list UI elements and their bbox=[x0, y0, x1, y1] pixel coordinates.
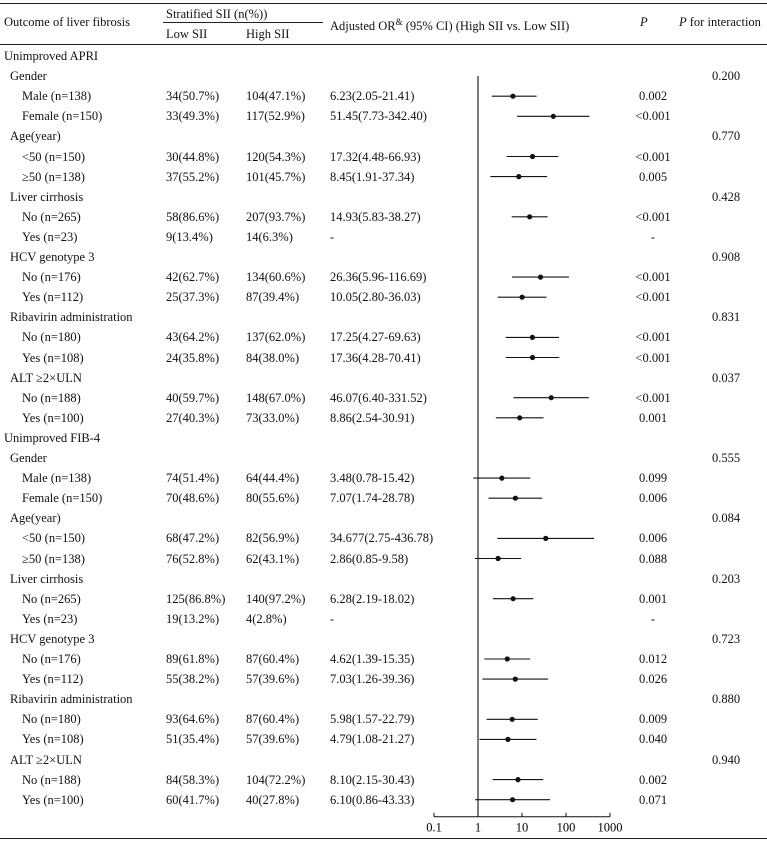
low-sii-value: 55(38.2%) bbox=[166, 672, 220, 687]
p-value: 0.002 bbox=[638, 772, 668, 787]
row-label: Yes (n=23) bbox=[22, 229, 78, 244]
group-label: ALT ≥2×ULN bbox=[10, 370, 82, 385]
adjusted-or-value: - bbox=[330, 611, 335, 626]
high-sii-value: 207(93.7%) bbox=[246, 209, 306, 224]
or-point bbox=[527, 214, 532, 219]
low-sii-value: 125(86.8%) bbox=[166, 591, 226, 606]
row-label: No (n=180) bbox=[22, 330, 81, 345]
p-value: <0.001 bbox=[635, 290, 671, 305]
high-sii-value: 57(39.6%) bbox=[246, 732, 300, 747]
adjusted-or-value: 34.677(2.75-436.78) bbox=[330, 531, 434, 546]
adjusted-or-value: 7.03(1.26-39.36) bbox=[330, 672, 415, 687]
p-value: 0.088 bbox=[638, 551, 668, 566]
group-label: HCV genotype 3 bbox=[10, 250, 95, 264]
or-point bbox=[530, 335, 535, 340]
p-interaction: 0.200 bbox=[712, 69, 741, 84]
adjusted-or-value: 14.93(5.83-38.27) bbox=[330, 209, 421, 224]
row-label: No (n=188) bbox=[22, 772, 81, 787]
adjusted-or-value: 17.32(4.48-66.93) bbox=[330, 149, 421, 164]
p-value: 0.009 bbox=[638, 712, 668, 727]
or-point bbox=[516, 174, 521, 179]
p-interaction: 0.555 bbox=[712, 451, 741, 465]
high-sii-value: 101(45.7%) bbox=[246, 169, 306, 184]
high-sii-value: 87(39.4%) bbox=[246, 290, 300, 305]
p-value: 0.071 bbox=[638, 792, 668, 807]
p-interaction: 0.770 bbox=[712, 129, 741, 144]
high-sii-value: 140(97.2%) bbox=[246, 591, 306, 606]
header-or-suffix: (95% CI) (High SII vs. Low SII) bbox=[402, 19, 570, 34]
group-label: ALT ≥2×ULN bbox=[10, 752, 82, 767]
high-sii-value: 117(52.9%) bbox=[246, 109, 305, 124]
adjusted-or-value: 4.79(1.08-21.27) bbox=[330, 732, 415, 747]
p-interaction: 0.037 bbox=[712, 370, 741, 385]
group-label: Gender bbox=[10, 451, 47, 465]
adjusted-or-value: 8.10(2.15-30.43) bbox=[330, 772, 415, 787]
group-label: HCV genotype 3 bbox=[10, 631, 95, 646]
row-label: <50 (n=150) bbox=[22, 149, 86, 164]
low-sii-value: 33(49.3%) bbox=[166, 109, 220, 124]
adjusted-or-value: 7.07(1.74-28.78) bbox=[330, 491, 415, 506]
or-point bbox=[551, 114, 556, 119]
p-value: 0.002 bbox=[638, 89, 668, 104]
row-label: Yes (n=100) bbox=[22, 792, 84, 807]
group-label: Liver cirrhosis bbox=[10, 189, 84, 204]
row-label: Yes (n=23) bbox=[22, 611, 78, 626]
or-point bbox=[510, 94, 515, 99]
or-point bbox=[517, 415, 522, 420]
adjusted-or-value: 6.28(2.19-18.02) bbox=[330, 591, 415, 606]
header-outcome: Outcome of liver fibrosis bbox=[4, 15, 131, 29]
p-value: 0.012 bbox=[638, 652, 668, 666]
high-sii-value: 104(72.2%) bbox=[246, 772, 306, 787]
low-sii-value: 68(47.2%) bbox=[166, 531, 220, 546]
adjusted-or-value: - bbox=[330, 229, 335, 244]
row-label: No (n=265) bbox=[22, 591, 81, 606]
bottom-rule bbox=[0, 838, 767, 839]
p-interaction: 0.940 bbox=[712, 752, 741, 767]
row-label: Yes (n=108) bbox=[22, 732, 84, 747]
p-value: - bbox=[650, 229, 656, 244]
high-sii-value: 73(33.0%) bbox=[246, 410, 300, 425]
row-label: No (n=188) bbox=[22, 390, 81, 405]
p-interaction: 0.831 bbox=[712, 310, 741, 325]
row-label: Female (n=150) bbox=[22, 491, 103, 506]
x-tick-label: 1000 bbox=[597, 820, 623, 835]
p-value: 0.006 bbox=[638, 531, 668, 546]
or-point bbox=[511, 596, 516, 601]
low-sii-value: 74(51.4%) bbox=[166, 471, 220, 486]
low-sii-value: 40(59.7%) bbox=[166, 390, 220, 405]
p-value: <0.001 bbox=[635, 109, 671, 124]
low-sii-value: 24(35.8%) bbox=[166, 350, 220, 365]
p-value: 0.001 bbox=[638, 410, 668, 425]
high-sii-value: 134(60.6%) bbox=[246, 270, 306, 285]
p-value: <0.001 bbox=[635, 209, 671, 224]
low-sii-value: 43(64.2%) bbox=[166, 330, 220, 345]
header-p-interaction-italic: P bbox=[679, 15, 687, 29]
p-interaction: 0.084 bbox=[712, 511, 741, 526]
row-label: No (n=176) bbox=[22, 270, 81, 285]
p-value: 0.006 bbox=[638, 491, 668, 506]
or-point bbox=[549, 395, 554, 400]
low-sii-value: 76(52.8%) bbox=[166, 551, 220, 566]
row-label: <50 (n=150) bbox=[22, 531, 86, 546]
or-point bbox=[510, 797, 515, 802]
or-point bbox=[530, 154, 535, 159]
row-label: Male (n=138) bbox=[22, 471, 92, 486]
high-sii-value: 120(54.3%) bbox=[246, 149, 306, 164]
low-sii-value: 9(13.4%) bbox=[166, 229, 213, 244]
header-stratified: Stratified SII (n(%)) bbox=[166, 7, 268, 21]
x-tick-label: 1 bbox=[474, 820, 482, 835]
p-value: 0.099 bbox=[638, 471, 668, 486]
row-label: No (n=176) bbox=[22, 652, 81, 666]
p-value: <0.001 bbox=[635, 390, 671, 405]
low-sii-value: 93(64.6%) bbox=[166, 712, 220, 727]
adjusted-or-value: 10.05(2.80-36.03) bbox=[330, 290, 421, 305]
group-label: Age(year) bbox=[10, 511, 61, 526]
p-interaction: 0.203 bbox=[712, 571, 741, 586]
p-interaction: 0.723 bbox=[712, 631, 741, 646]
or-point bbox=[515, 777, 520, 782]
low-sii-value: 89(61.8%) bbox=[166, 652, 220, 666]
or-point bbox=[510, 717, 515, 722]
p-value: <0.001 bbox=[635, 149, 671, 164]
adjusted-or-value: 17.25(4.27-69.63) bbox=[330, 330, 421, 345]
high-sii-value: 57(39.6%) bbox=[246, 672, 300, 687]
p-interaction: 0.908 bbox=[712, 250, 741, 264]
p-interaction: 0.880 bbox=[712, 692, 741, 707]
group-label: Ribavirin administration bbox=[10, 692, 133, 707]
row-label: Yes (n=112) bbox=[22, 290, 84, 305]
group-label: Liver cirrhosis bbox=[10, 571, 84, 586]
p-value: 0.001 bbox=[638, 591, 668, 606]
or-point bbox=[499, 476, 504, 481]
low-sii-value: 19(13.2%) bbox=[166, 611, 220, 626]
adjusted-or-value: 17.36(4.28-70.41) bbox=[330, 350, 421, 365]
group-label: Gender bbox=[10, 69, 47, 84]
row-label: Yes (n=112) bbox=[22, 672, 84, 687]
low-sii-value: 27(40.3%) bbox=[166, 410, 220, 425]
or-point bbox=[505, 737, 510, 742]
adjusted-or-value: 6.23(2.05-21.41) bbox=[330, 89, 415, 104]
adjusted-or-value: 8.86(2.54-30.91) bbox=[330, 410, 415, 425]
p-interaction: 0.428 bbox=[712, 189, 741, 204]
low-sii-value: 70(48.6%) bbox=[166, 491, 220, 506]
adjusted-or-value: 4.62(1.39-15.35) bbox=[330, 652, 415, 666]
group-label: Ribavirin administration bbox=[10, 310, 133, 325]
low-sii-value: 25(37.3%) bbox=[166, 290, 220, 305]
row-label: Male (n=138) bbox=[22, 89, 92, 104]
p-value: <0.001 bbox=[635, 270, 671, 285]
header-low-sii: Low SII bbox=[166, 27, 208, 41]
or-point bbox=[495, 556, 500, 561]
low-sii-value: 30(44.8%) bbox=[166, 149, 220, 164]
header-high-sii: High SII bbox=[246, 27, 290, 41]
group-label: Age(year) bbox=[10, 129, 61, 144]
row-label: Yes (n=108) bbox=[22, 350, 84, 365]
high-sii-value: 14(6.3%) bbox=[246, 229, 293, 244]
header-or-prefix: Adjusted OR bbox=[330, 19, 396, 34]
adjusted-or-value: 3.48(0.78-15.42) bbox=[330, 471, 415, 486]
high-sii-value: 84(38.0%) bbox=[246, 350, 300, 365]
x-tick-label: 100 bbox=[556, 820, 576, 835]
row-label: ≥50 (n=138) bbox=[22, 169, 85, 184]
adjusted-or-value: 5.98(1.57-22.79) bbox=[330, 712, 415, 727]
row-label: ≥50 (n=138) bbox=[22, 551, 85, 566]
or-point bbox=[543, 536, 548, 541]
high-sii-value: 87(60.4%) bbox=[246, 652, 300, 666]
x-tick-label: 10 bbox=[515, 820, 529, 835]
low-sii-value: 37(55.2%) bbox=[166, 169, 220, 184]
or-point bbox=[530, 355, 535, 360]
high-sii-value: 4(2.8%) bbox=[246, 611, 287, 626]
or-point bbox=[538, 275, 543, 280]
p-value: 0.005 bbox=[638, 169, 668, 184]
high-sii-value: 80(55.6%) bbox=[246, 491, 300, 506]
or-point bbox=[519, 295, 524, 300]
row-label: No (n=180) bbox=[22, 712, 81, 727]
low-sii-value: 60(41.7%) bbox=[166, 792, 220, 807]
or-point bbox=[505, 656, 510, 661]
adjusted-or-value: 26.36(5.96-116.69) bbox=[330, 270, 427, 285]
high-sii-value: 87(60.4%) bbox=[246, 712, 300, 727]
low-sii-value: 51(35.4%) bbox=[166, 732, 220, 747]
section-label: Unimproved FIB-4 bbox=[4, 430, 101, 445]
row-label: Female (n=150) bbox=[22, 109, 103, 124]
header-p: P bbox=[640, 15, 648, 29]
high-sii-value: 40(27.8%) bbox=[246, 792, 300, 807]
row-label: Yes (n=100) bbox=[22, 410, 84, 425]
or-point bbox=[513, 496, 518, 501]
low-sii-value: 84(58.3%) bbox=[166, 772, 220, 787]
adjusted-or-value: 8.45(1.91-37.34) bbox=[330, 169, 415, 184]
high-sii-value: 82(56.9%) bbox=[246, 531, 300, 546]
x-tick-label: 0.1 bbox=[426, 820, 442, 835]
section-label: Unimproved APRI bbox=[4, 49, 99, 63]
p-value: - bbox=[650, 611, 656, 626]
row-label: No (n=265) bbox=[22, 209, 81, 224]
adjusted-or-value: 51.45(7.73-342.40) bbox=[330, 109, 427, 124]
high-sii-value: 62(43.1%) bbox=[246, 551, 300, 566]
p-value: <0.001 bbox=[635, 330, 671, 345]
high-sii-value: 148(67.0%) bbox=[246, 390, 306, 405]
header-p-interaction-rest: for interaction bbox=[686, 15, 761, 29]
high-sii-value: 137(62.0%) bbox=[246, 330, 306, 345]
high-sii-value: 104(47.1%) bbox=[246, 89, 306, 104]
low-sii-value: 42(62.7%) bbox=[166, 270, 220, 285]
p-value: <0.001 bbox=[635, 350, 671, 365]
header-or-sup: & bbox=[395, 17, 403, 27]
adjusted-or-value: 46.07(6.40-331.52) bbox=[330, 390, 427, 405]
p-value: 0.040 bbox=[638, 732, 668, 747]
or-point bbox=[513, 677, 518, 682]
p-value: 0.026 bbox=[638, 672, 668, 687]
adjusted-or-value: 6.10(0.86-43.33) bbox=[330, 792, 415, 807]
high-sii-value: 64(44.4%) bbox=[246, 471, 300, 486]
low-sii-value: 58(86.6%) bbox=[166, 209, 220, 224]
adjusted-or-value: 2.86(0.85-9.58) bbox=[330, 551, 409, 566]
low-sii-value: 34(50.7%) bbox=[166, 89, 220, 104]
